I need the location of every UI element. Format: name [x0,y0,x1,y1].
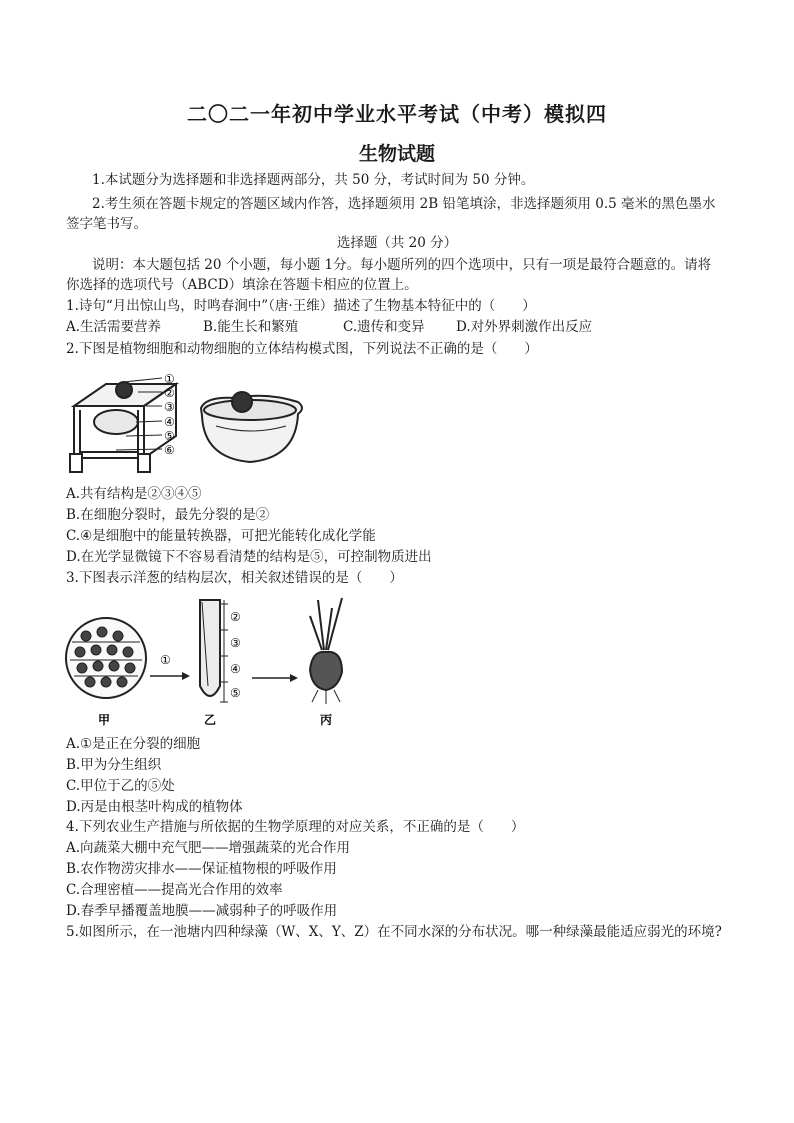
q1-option-a: A.生活需要营养 [66,319,162,335]
q3-option-b: B.甲为分生组织 [66,757,162,773]
segment-label-4: ④ [230,662,241,676]
note-3: 签字笔书写。 [66,216,147,232]
q4-option-d: D.春季早播覆盖地膜——减弱种子的呼吸作用 [66,903,338,919]
panel-label-jia: 甲 [98,713,111,727]
label-3: ③ [164,400,175,414]
q2-option-b: B.在细胞分裂时，最先分裂的是② [66,507,270,523]
arrow-label-1: ① [160,653,171,667]
label-5: ⑤ [164,429,175,443]
panel-label-yi: 乙 [204,713,217,727]
label-4: ④ [164,415,175,429]
q4-option-b: B.农作物涝灾排水——保证植物根的呼吸作用 [66,861,337,877]
page-subtitle: 生物试题 [358,143,435,165]
q4-option-c: C.合理密植——提高光合作用的效率 [66,882,283,898]
label-2: ② [164,386,175,400]
q3-option-c: C.甲位于乙的⑤处 [66,778,175,794]
note-1: 1.本试题分为选择题和非选择题两部分，共 50 分，考试时间为 50 分钟。 [92,172,535,188]
q5-stem: 5.如图所示，在一池塘内四种绿藻（W、X、Y、Z）在不同水深的分布状况。哪一种绿藻最能适应弱光的环境? [66,924,722,940]
q1-option-c: C.遗传和变异 [343,319,425,335]
q3-stem: 3.下图表示洋葱的结构层次，相关叙述错误的是（ ） [66,570,403,586]
q2-option-c: C.④是细胞中的能量转换器，可把光能转化成化学能 [66,528,376,544]
q2-stem: 2.下图是植物细胞和动物细胞的立体结构模式图，下列说法不正确的是（ ） [66,341,538,357]
q4-stem: 4.下列农业生产措施与所依据的生物学原理的对应关系，不正确的是（ ） [66,819,525,835]
section-desc-2: 你选择的选项代号（ABCD）填涂在答题卡相应的位置上。 [66,277,418,293]
segment-label-5: ⑤ [230,686,241,700]
q2-option-a: A.共有结构是②③④⑤ [66,486,202,502]
note-2: 2.考生须在答题卡规定的答题区域内作答，选择题须用 2B 铅笔填涂，非选择题须用 0.5 毫米的黑色墨水 [92,196,716,212]
q1-stem: 1.诗句“月出惊山鸟，时鸣春涧中”（唐·王维）描述了生物基本特征中的（ ） [66,298,536,314]
q3-option-d: D.丙是由根茎叶构成的植物体 [66,799,243,815]
page-title: 二〇二一年初中学业水平考试（中考）模拟四 [187,102,607,126]
cell-structure-figure [66,366,311,474]
label-6: ⑥ [164,443,175,457]
onion-structure-figure [62,590,358,730]
q3-option-a: A.①是正在分裂的细胞 [66,736,201,752]
q1-option-d: D.对外界刺激作出反应 [456,319,593,335]
q2-option-d: D.在光学显微镜下不容易看清楚的结构是⑤，可控制物质进出 [66,549,432,565]
segment-label-2: ② [230,610,241,624]
segment-label-3: ③ [230,636,241,650]
q1-option-b: B.能生长和繁殖 [203,319,299,335]
label-1: ① [164,372,175,386]
panel-label-bing: 丙 [320,713,333,727]
section-title: 选择题（共 20 分） [336,235,458,251]
q4-option-a: A.向蔬菜大棚中充气肥——增强蔬菜的光合作用 [66,840,351,856]
section-desc-1: 说明：本大题包括 20 个小题，每小题 1分。每小题所列的四个选项中，只有一项是最符合题意的。请将 [92,257,712,273]
